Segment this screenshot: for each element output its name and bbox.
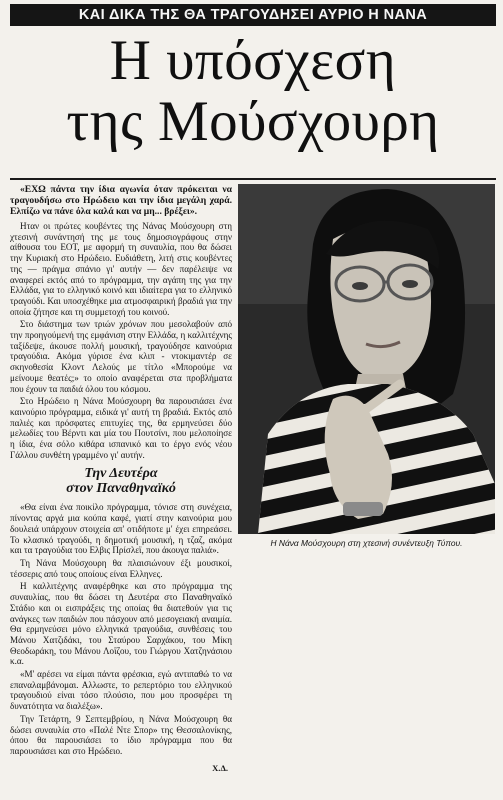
portrait-photo <box>238 184 495 534</box>
article-paragraph: Στο Ηρώδειο η Νάνα Μούσχουρη θα παρουσιάσει ένα καινούριο πρόγραμμα, ειδικά γι' αυτή τη βραδιά. Εκτός από παλιές και πρόσφατες επιτυχίες της, θα ερμηνεύσει δύο μελωδίες του Βέρντι και μία του Πουτσίνι, που μελοποίησε η ίδια, ένα σόλο κιθάρα ισπανικό και το έργο ενός νέου Γάλλου συνθέτη γραμμένο γι' αυτήν. <box>10 396 232 460</box>
headline <box>10 30 496 152</box>
portrait-illustration <box>238 184 495 534</box>
headline-line-2: της Μούσχουρη <box>66 90 440 153</box>
article-body <box>10 184 232 773</box>
divider <box>10 178 496 180</box>
article-paragraph: Τη Νάνα Μούσχουρη θα πλαισιώνουν έξι μουσικοί, τέσσερις από τους οποίους είναι Ελληνες. <box>10 557 232 579</box>
subheading-line-1: Την Δευτέρα <box>84 466 158 482</box>
kicker-banner: ΚΑΙ ΔΙΚΑ ΤΗΣ ΘΑ ΤΡΑΓΟΥΔΗΣΕΙ ΑΥΡΙΟ Η ΝΑΝΑ <box>10 4 496 26</box>
article-lead: «ΕΧΩ πάντα την ίδια αγωνία όταν πρόκειται να τραγουδήσω στο Ηρώδειο και την ίδια μεγάλη χαρά. Ελπίζω να πάνε όλα καλά και να μη... βρέξει». <box>10 184 232 217</box>
subheading <box>10 466 232 496</box>
article-paragraph: Την Τετάρτη, 9 Σεπτεμβρίου, η Νάνα Μούσχουρη θα δώσει συναυλία στο «Παλέ Ντε Σπορ» της Θεσσαλονίκης, όπου θα παρουσιάσει το ίδιο πρόγραμμα που θα παρουσιάσει και στο Ηρώδειο. <box>10 713 232 756</box>
article-paragraph: Στο διάστημα των τριών χρόνων που μεσολαβούν από την προηγούμενή της εμφάνιση στην Ελλάδα, η καλλιτέχνης ταξίδεψε, άκουσε πολλή μουσική, τραγούδησε καινούρια τραγούδια. Ακόμα γύρισε ένα κλιπ - ντοκιμαντέρ σε σκηνοθεσία Κλοντ Λελούς με τίτλο «Μπορούμε να μείνουμε θεατές;» το οποίο αναφέρεται στα προβλήματα που έχουν τα παιδιά όλου του κόσμου. <box>10 319 232 394</box>
photo-caption: Η Νάνα Μούσχουρη στη χτεσινή συνέντευξη Τύπου. <box>270 538 463 548</box>
subheading-line-2: στον Παναθηναϊκό <box>66 481 176 497</box>
article-paragraph: Η καλλιτέχνης αναφέρθηκε και στο πρόγραμμα της συναυλίας, που θα δώσει τη Δευτέρα στο Παναθηναϊκό Στάδιο και οι εισπράξεις της οποίας θα διατεθούν για τις ανάγκες των παιδιών που πάσχουν από μεσογειακή αναιμία. Θα ερμηνεύσει μόνο ελληνικά τραγούδια, συνθέσεις του Μάνου Χατζιδάκι, του Σταύρου Σαρχάκου, του Μίκη Θεοδωράκη, του Μάνου Λοΐζου, του Γιώργου Χατζηνάσιου κ.α. <box>10 581 232 667</box>
article-paragraph: Ηταν οι πρώτες κουβέντες της Νάνας Μούσχουρη στη χτεσινή συνάντησή της με τους δημοσιογράφους στην αίθουσα του ΕΟΤ, με αφορμή τη συναυλία, που θα δώσει την Κυριακή στο Ηρώδειο. Ευδιάθετη, λιτή στις κουβέντες της — πράγμα σπάνιο γι' αυτήν — δεν παρέλειψε να αναφερεί εκτός από το πρόγραμμα, την αγάπη της για την Ελλάδα, για το ελληνικό κοινό και ιδιαίτερα για το ελληνικό τραγούδι. Και υποσχέθηκε μια ατμοσφαιρική βραδιά για την οποία ζήτησε και τη συμμετοχή του κοινού. <box>10 221 232 317</box>
author-initials: Χ.Δ. <box>212 762 228 773</box>
article-paragraph: «Θα είναι ένα ποικίλο πρόγραμμα, τόνισε στη συνέχεια, πίνοντας αργά μια κούπα καφέ, γιατί στην καινούρια μου δουλειά υπάρχουν στοιχεία απ' οτιδήποτε μ' έχει επηρεάσει. Το κλασικό τραγούδι, η δημοτική μουσική, η τζαζ, ακόμα και τα τραγούδια του Ελβις Πρίσλεϊ, που άκουγα παλιά». <box>10 502 232 556</box>
headline-line-1: Η υπόσχεση <box>109 29 397 92</box>
article-paragraph: «Μ' αρέσει να είμαι πάντα φρέσκια, εγώ αντιπαθώ το να επαναλαμβάνομαι. Αλλωστε, το ρεπερτόριο του ελληνικού τραγουδιού είναι τόσο πλούσιο, που μου προσφέρει τη δυνατότητα να διαλέξω». <box>10 669 232 712</box>
